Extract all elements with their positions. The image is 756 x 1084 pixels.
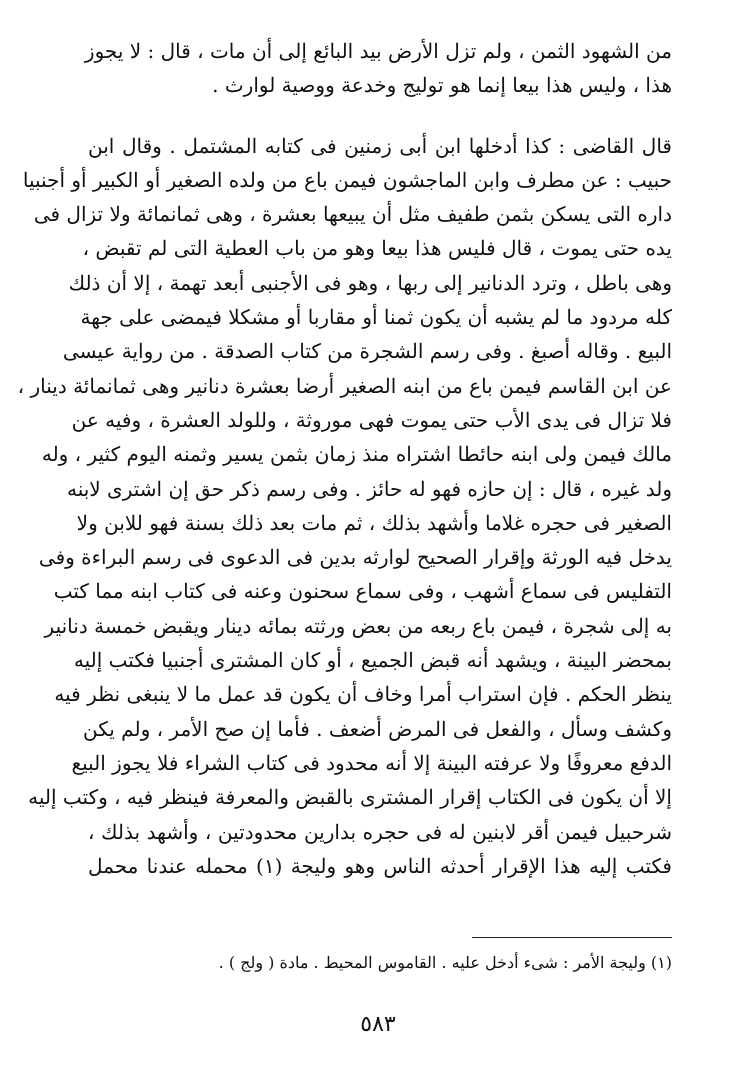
- text-line: فلا تزال فى يدى الأب حتى يموت فهى موروثة ، وللولد العشرة ، وفيه عن: [71, 407, 672, 432]
- text-line: إلا أن يكون فى الكتاب إقرار المشترى بالقبض والمعرفة فينظر فيه ، وكتب إليه: [28, 785, 672, 810]
- footnote-divider: [472, 937, 672, 938]
- text-line: التفليس فى سماع أشهب ، وفى سماع سحنون وعنه فى كتاب ابنه مما كتب: [53, 579, 672, 604]
- text-line: ولد غيره ، قال : إن حازه فهو له حائز . وفى رسم ذكر حق إن اشترى لابنه: [66, 476, 672, 501]
- text-line: مالك فيمن ولى ابنه حائطا اشتراه منذ زمان بثمن يسير وثمنه اليوم كثير ، وله: [41, 442, 672, 467]
- text-line: داره التى يسكن بثمن طفيف مثل أن يبيعها بعشرة ، وهى ثمانمائة ولا تزال فى: [33, 202, 672, 227]
- text-line: الصغير فى حجره غلاما وأشهد بذلك ، ثم مات بعد ذلك بسنة فهو للابن ولا: [76, 510, 672, 535]
- text-line: بمحضر البينة ، ويشهد أنه قبض الجميع ، أو كان المشترى أجنبيا فكتب إليه: [73, 648, 672, 673]
- text-line: يده حتى يموت ، قال فليس هذا بيعا وهو من باب العطية التى لم تقبض ،: [82, 236, 672, 261]
- text-line: هذا ، وليس هذا بيعا إنما هو توليج وخدعة ووصية لوارث .: [212, 73, 672, 98]
- text-line: حبيب : عن مطرف وابن الماجشون فيمن باع من ولده الصغير أو الكبير أو أجنبيا: [22, 167, 672, 192]
- text-line: الدفع معروفًا ولا عرفته البينة إلا أنه محدود فى كتاب الشراء فلا يجوز البيع: [71, 750, 672, 775]
- text-line: عن ابن القاسم فيمن باع من ابنه الصغير أرضا بعشرة دنانير وهى ثمانمائة دينار ،: [17, 373, 672, 398]
- main-text: [17, 34, 672, 883]
- text-line: به إلى شجرة ، فيمن باع ربعه من بعض ورثته بمائه دينار ويقبض خمسة دنانير: [44, 613, 672, 638]
- text-line: وهى باطل ، وترد الدنانير إلى ربها ، وهو فى الأجنبى أبعد تهمة ، إلا أن ذلك: [68, 270, 672, 295]
- text-line: من الشهود الثمن ، ولم تزل الأرض بيد البائع إلى أن مات ، قال : لا يجوز: [84, 39, 672, 63]
- text-line: يدخل فيه الورثة وإقرار الصحيح لوارثه بدين فى الدعوى فى رسم البراءة وفى: [38, 545, 672, 570]
- paragraph-2: [17, 129, 672, 884]
- text-line: كله مردود ما لم يشبه أن يكون ثمنا أو مقاربا أو مشكلا فيمضى على جهة: [80, 305, 672, 330]
- text-line: ينظر الحكم . فإن استراب أمرا وخاف أن يكون قد عمل ما لا ينبغى نظر فيه: [54, 682, 672, 707]
- footnote: (١) وليجة الأمر : شىء أدخل عليه . القاموس المحيط . مادة ( ولج ) .: [218, 953, 672, 972]
- text-line: البيع . وقاله أصبغ . وفى رسم الشجرة من كتاب الصدقة . من رواية عيسى: [62, 339, 672, 364]
- text-line: وكشف وسأل ، والفعل فى المرض أضعف . فأما إن صح الأمر ، ولم يكن: [82, 716, 672, 741]
- text-line: شرحبيل فيمن أقر لابنين له فى حجره بدارين محدودتين ، وأشهد بذلك ،: [88, 819, 672, 844]
- text-line: قال القاضى : كذا أدخلها ابن أبى زمنين فى كتابه المشتمل . وقال ابن: [88, 133, 672, 158]
- paragraph-1: [84, 34, 672, 103]
- text-line: فكتب إليه هذا الإقرار أحدثه الناس وهو وليجة (١) محمله عندنا محمل: [88, 853, 672, 878]
- page-number: ٥٨٣: [360, 1012, 396, 1037]
